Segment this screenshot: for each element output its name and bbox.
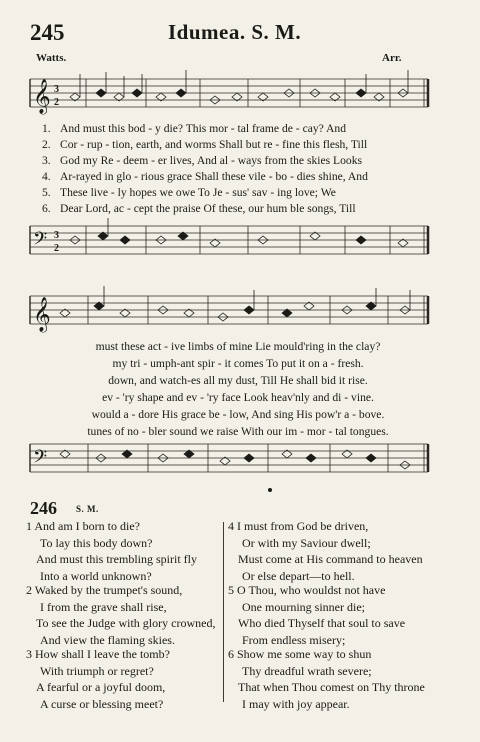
treble-staff-system-2 [0,284,480,342]
stanza-4: 4 I must from God be driven, Or with my Saviour dwell; Must come at His command to heaven Or else depart—to hell. [228,519,423,583]
svg-text:3: 3 [54,84,59,95]
verse-continuation-1: must these act - ive limbs of mine Lie mould'ring in the clay? [95,340,381,353]
author-credit: Watts. [36,52,67,64]
hymn-meter-246: S. M. [76,504,99,514]
arranger-credit: Arr. [382,52,402,64]
bass-staff-system-1 [0,214,480,266]
svg-text:3: 3 [54,230,59,241]
verse-continuation-3: down, and watch-es all my dust, Till He shall bid it rise. [108,374,368,387]
column-divider [223,522,224,702]
svg-text:𝄢: 𝄢 [33,447,48,472]
verse-line-4: 4. Ar-rayed in glo - rious grace Shall these vile - bo - dies shine, And [42,170,368,183]
stanza-1: 1 And am I born to die? To lay this body down? And must this trembling spirit fly Into a world unknown? [26,519,197,583]
stanza-2: 2 Waked by the trumpet's sound, I from the grave shall rise, To see the Judge with glory crowned, And view the flaming skies. [26,583,216,647]
verse-line-2: 2. Cor - rup - tion, earth, and worms Shall but re - fine this flesh, Till [42,138,368,151]
stanza-6: 6 Show me some way to shun Thy dreadful wrath severe; That when Thou comest on Thy throne I may with joy appear. [228,647,425,711]
verse-line-3: 3. God my Re - deem - er lives, And al - ways from the skies Looks [42,154,363,167]
verse-line-1: 1. And must this bod - y die? This mor - tal frame de - cay? And [42,122,347,135]
svg-text:𝄢: 𝄢 [33,229,48,254]
svg-text:2: 2 [54,97,59,108]
hymn-number-246: 246 [30,498,57,518]
treble-staff-system-1 [0,64,480,124]
verse-line-5: 5. These live - ly hopes we owe To Je - sus' sav - ing love; We [42,186,336,199]
ornament-dot [268,488,272,492]
verse-continuation-2: my tri - umph-ant spir - it comes To put it on a - fresh. [112,357,364,370]
stanza-3: 3 How shall I leave the tomb? With triumph or regret? A fearful or a joyful doom, A curse or blessing meet? [26,647,170,711]
hymn-number: 245 [30,20,65,45]
hymn-title: Idumea. S. M. [168,20,302,44]
verse-continuation-5: would a - dore His grace be - low, And sing His pow'r a - bove. [91,408,385,421]
verse-line-6: 6. Dear Lord, ac - cept the praise Of these, our hum ble songs, Till [42,202,356,215]
verse-continuation-4: ev - 'ry shape and ev - 'ry face Look heav'nly and di - vine. [102,391,374,404]
svg-text:𝄞: 𝄞 [33,79,51,114]
bass-staff-system-2 [0,432,480,484]
stanza-5: 5 O Thou, who wouldst not have One mourning sinner die; Who died Thyself that soul to save From endless misery; [228,583,406,647]
verse-continuation-6: tunes of no - bler sound we raise With our im - mor - tal tongues. [87,425,389,438]
svg-text:𝄞: 𝄞 [33,297,51,332]
svg-text:2: 2 [54,243,59,254]
